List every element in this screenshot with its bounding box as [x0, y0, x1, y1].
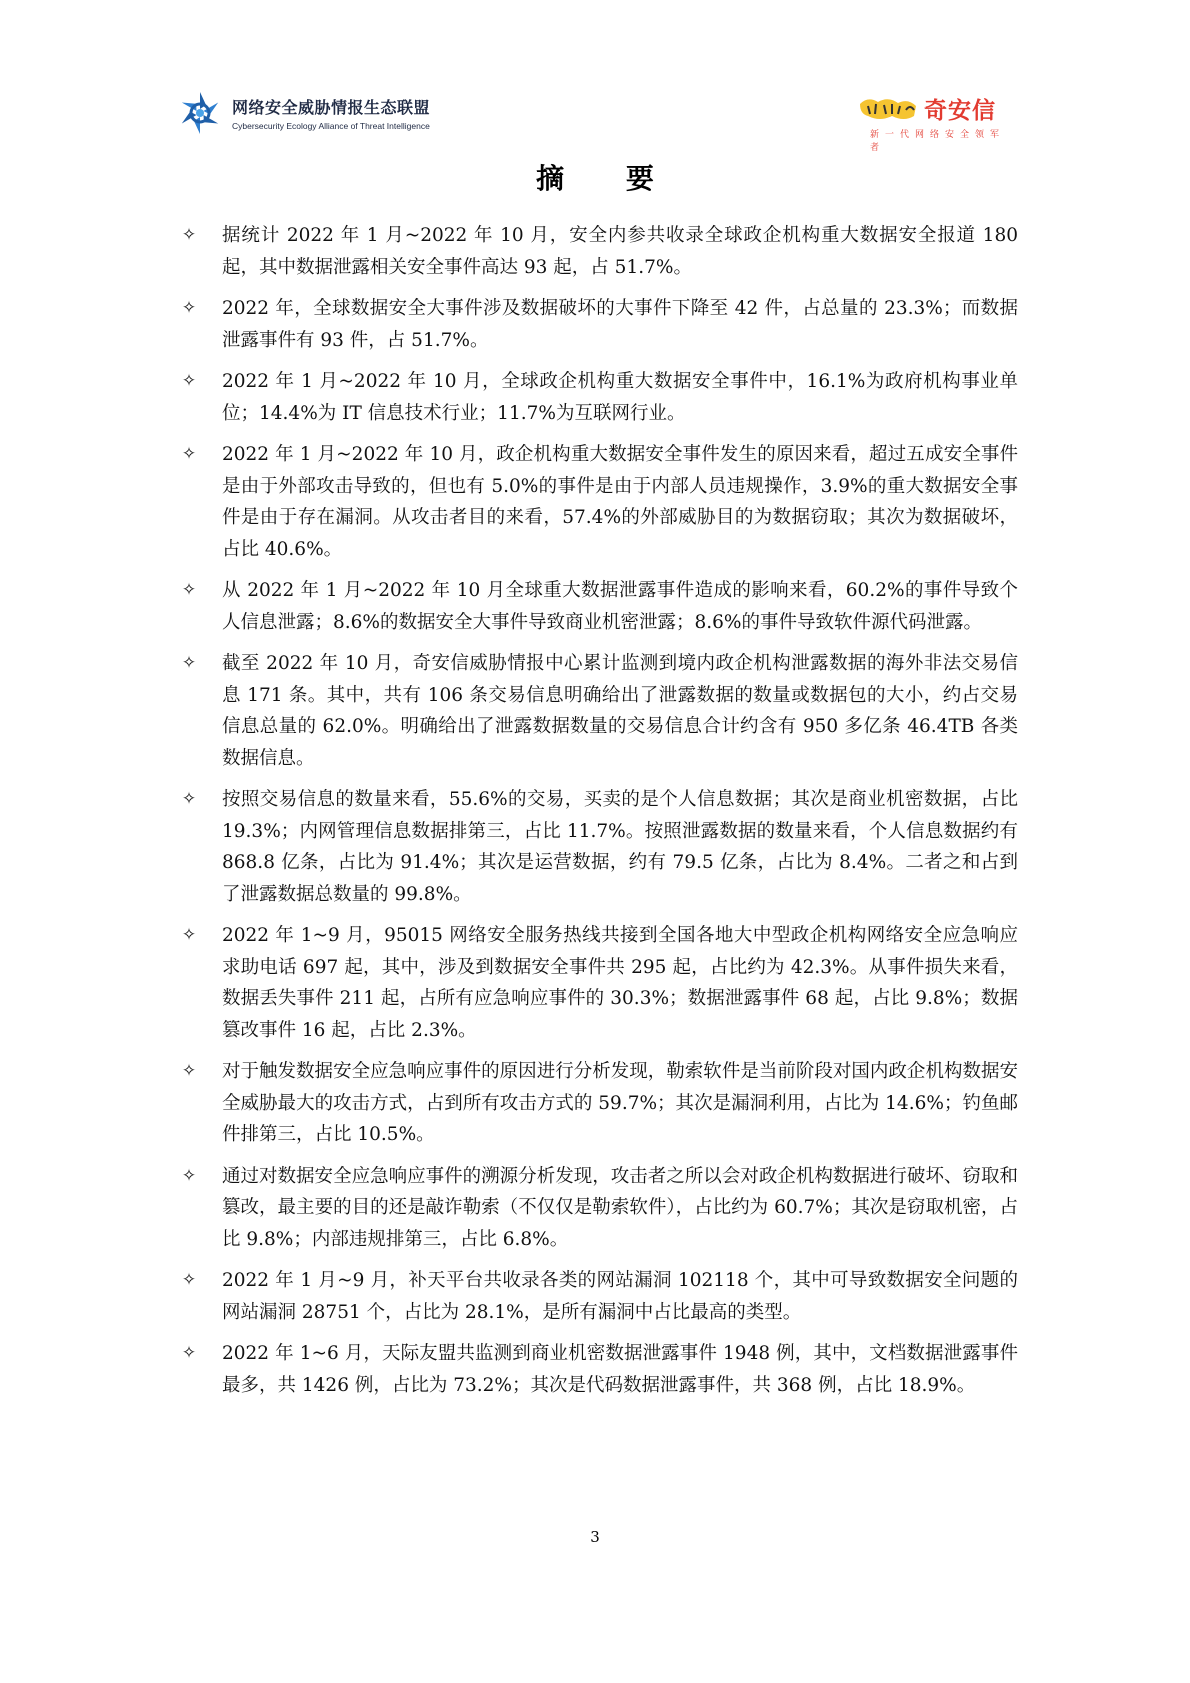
summary-item-text: 对于触发数据安全应急响应事件的原因进行分析发现，勒索软件是当前阶段对国内政企机构数据安全威胁最大的攻击方式，占到所有攻击方式的 59.7%；其次是漏洞利用，占比为 14.6%；钓鱼邮件排第三，占比 10.5%。	[222, 1061, 1018, 1145]
summary-item	[178, 648, 1018, 774]
summary-item-text: 据统计 2022 年 1 月~2022 年 10 月，安全内参共收录全球政企机构重大数据安全报道 180 起，其中数据泄露相关安全事件高达 93 起，占 51.7%。	[222, 225, 1018, 278]
bullet-icon: ✧	[181, 298, 197, 318]
summary-item-text: 从 2022 年 1 月~2022 年 10 月全球重大数据泄露事件造成的影响来看，60.2%的事件导致个人信息泄露；8.6%的数据安全大事件导致商业机密泄露；8.6%的事件导致软件源代码泄露。	[222, 580, 1018, 633]
summary-item-text: 按照交易信息的数量来看，55.6%的交易，买卖的是个人信息数据；其次是商业机密数据，占比 19.3%；内网管理信息数据排第三，占比 11.7%。按照泄露数据的数量来看，个人信息数据约有 868.8 亿条，占比为 91.4%；其次是运营数据，约有 79.5 亿条，占比为 8.4%。二者之和占到了泄露数据总数量的 99.8%。	[222, 789, 1018, 905]
summary-item	[178, 366, 1018, 429]
summary-item	[178, 1056, 1018, 1151]
summary-item	[178, 439, 1018, 565]
brand-slogan: 新一代网络安全领军者	[870, 130, 1006, 153]
summary-item	[178, 1161, 1018, 1256]
org-name-cn: 网络安全威胁情报生态联盟	[232, 98, 431, 117]
summary-item	[178, 220, 1018, 283]
bullet-icon: ✧	[181, 653, 197, 673]
bullet-icon: ✧	[181, 371, 197, 391]
bullet-icon: ✧	[181, 925, 197, 945]
alliance-logo-icon	[176, 89, 224, 137]
summary-item-text: 通过对数据安全应急响应事件的溯源分析发现，攻击者之所以会对政企机构数据进行破坏、窃取和篡改，最主要的目的还是敲诈勒索（不仅仅是勒索软件），占比约为 60.7%；其次是窃取机密，占比 9.8%；内部违规排第三，占比 6.8%。	[222, 1165, 1018, 1250]
page-title: 摘 要	[536, 162, 680, 195]
org-header	[176, 88, 430, 138]
brand-logo-icon	[858, 94, 920, 124]
bullet-icon: ✧	[181, 1270, 197, 1290]
summary-item	[178, 784, 1018, 910]
brand-header	[858, 92, 1016, 153]
summary-item-text: 2022 年 1 月~2022 年 10 月，政企机构重大数据安全事件发生的原因来看，超过五成安全事件是由于外部攻击导致的，但也有 5.0%的事件是由于内部人员违规操作，3.9%的重大数据安全事件是由于存在漏洞。从攻击者目的来看，57.4%的外部威胁目的为数据窃取；其次为数据破坏，占比 40.6%。	[222, 444, 1018, 560]
bullet-icon: ✧	[181, 789, 197, 809]
bullet-icon: ✧	[181, 225, 197, 245]
bullet-icon: ✧	[181, 444, 197, 464]
summary-item-text: 2022 年，全球数据安全大事件涉及数据破坏的大事件下降至 42 件，占总量的 23.3%；而数据泄露事件有 93 件，占 51.7%。	[222, 298, 1018, 351]
org-name-en: Cybersecurity Ecology Alliance of Threat Intelligence	[232, 121, 430, 131]
summary-item	[178, 920, 1018, 1046]
summary-item-text: 2022 年 1 月~2022 年 10 月，全球政企机构重大数据安全事件中，16.1%为政府机构事业单位；14.4%为 IT 信息技术行业；11.7%为互联网行业。	[222, 371, 1018, 424]
bullet-icon: ✧	[181, 1165, 197, 1186]
summary-item	[178, 575, 1018, 638]
summary-list	[178, 220, 1018, 1411]
bullet-icon: ✧	[181, 1343, 197, 1363]
summary-item	[178, 1338, 1018, 1401]
bullet-icon: ✧	[181, 580, 197, 600]
summary-item	[178, 1265, 1018, 1328]
bullet-icon: ✧	[181, 1061, 197, 1081]
summary-item-text: 截至 2022 年 10 月，奇安信威胁情报中心累计监测到境内政企机构泄露数据的海外非法交易信息 171 条。其中，共有 106 条交易信息明确给出了泄露数据的数量或数据包的大小，约占交易信息总量的 62.0%。明确给出了泄露数据数量的交易信息合计约含有 950 多亿条 46.4TB 各类数据信息。	[222, 653, 1018, 769]
brand-name: 奇安信	[924, 98, 996, 124]
summary-item-text: 2022 年 1~9 月，95015 网络安全服务热线共接到全国各地大中型政企机构网络安全应急响应求助电话 697 起，其中，涉及到数据安全事件共 295 起，占比约为 42.3%。从事件损失来看，数据丢失事件 211 起，占所有应急响应事件的 30.3%；数据泄露事件 68 起，占比 9.8%；数据篡改事件 16 起，占比 2.3%。	[222, 925, 1018, 1041]
summary-item	[178, 293, 1018, 356]
summary-item-text: 2022 年 1 月~9 月，补天平台共收录各类的网站漏洞 102118 个，其中可导致数据安全问题的网站漏洞 28751 个，占比为 28.1%，是所有漏洞中占比最高的类型。	[222, 1270, 1018, 1323]
page-number: 3	[590, 1528, 600, 1546]
summary-item-text: 2022 年 1~6 月，天际友盟共监测到商业机密数据泄露事件 1948 例，其中，文档数据泄露事件最多，共 1426 例，占比为 73.2%；其次是代码数据泄露事件，共 368 例，占比 18.9%。	[222, 1343, 1018, 1396]
